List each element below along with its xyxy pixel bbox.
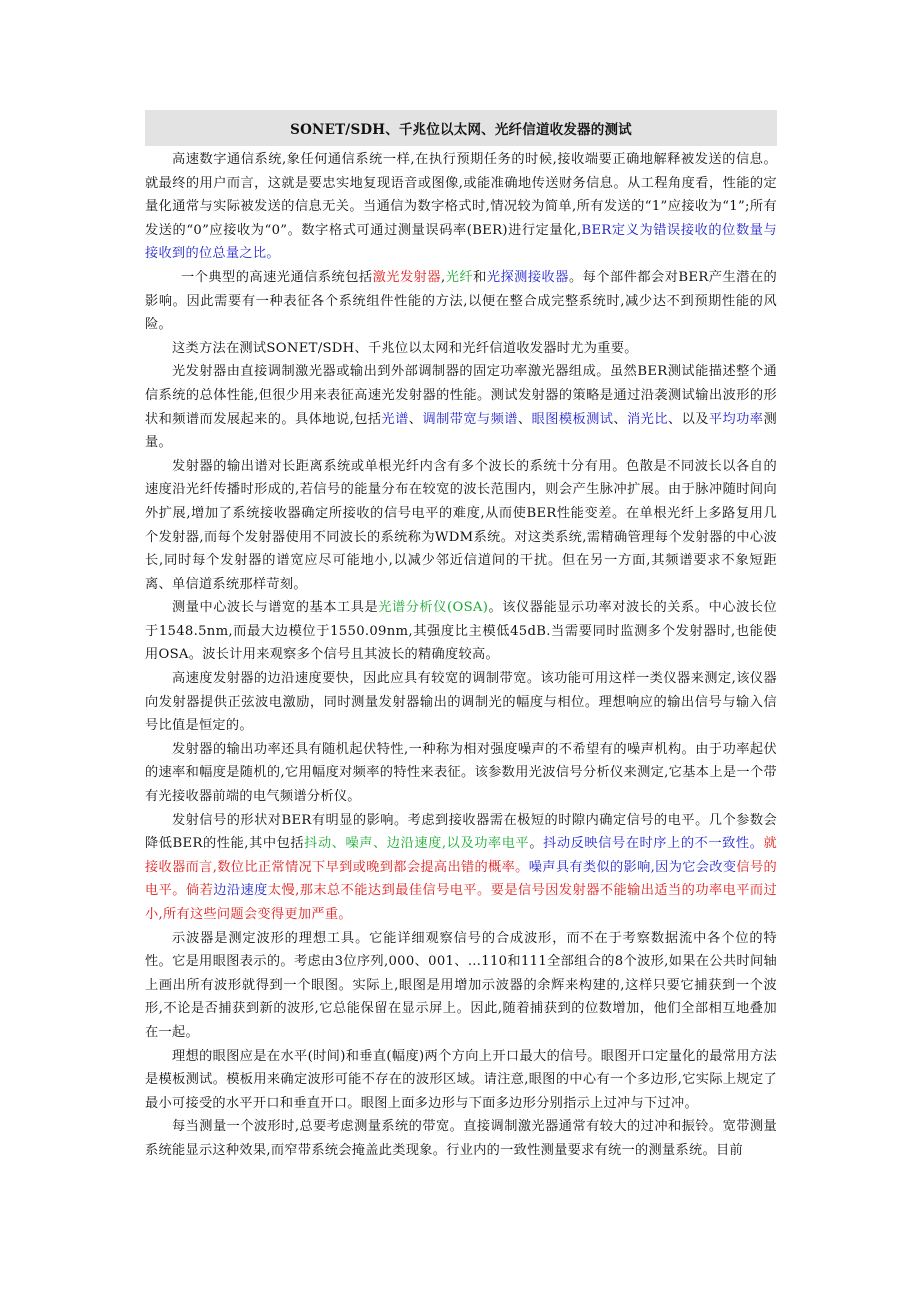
receiver-error-highlight: 就接收器而言,数位比正常情况下早到或晚到都会提高出错的概率。 (145, 836, 777, 875)
receiver-highlight: 光探测接收器 (486, 269, 569, 285)
eye-mask-test-highlight: 眼图模板测试 (531, 411, 614, 427)
signal-shape-text-1: 发射信号的形状对BER有明显的影响。考虑到接收器需在极短的时隙内确定信号的电平。几个参数会降低BER的性能,其中包括 (145, 812, 777, 852)
paragraph-output-spectrum: 发射器的输出谱对长距离系统或单根光纤内含有多个波长的系统十分有用。色散是不同波长以各自的速度沿光纤传播时形成的,若信号的能量分布在较宽的波长范围内，则会产生脉冲扩展。由于脉冲随时间向外扩展,增加了系统接收器确定所接收的信号电平的难度,从而使BER性能变差。在单根光纤上多路复用几个发射器,而每个发射器使用不同波长的系统称为WDM系统。对这类系统,需精确管理每个发射器的中心波长,同时每个发射器的谱宽应尽可能地小,以减少邻近信道间的干扰。但在另一方面,其频谱要求不象短距离、单信道系统那样苛刻。 (145, 458, 777, 592)
transmitter-text-2: 、 (408, 411, 423, 427)
average-power-highlight: 平均功率 (708, 411, 764, 427)
paragraph-system-components (145, 266, 777, 337)
paragraph-eye-diagram: 理想的眼图应是在水平(时间)和垂直(幅度)两个方向上开口最大的信号。眼图开口定量化的最常用方法是模板测试。模板用来确定波形可能不存在的波形区域。请注意,眼图的中心有一个多边形,它实际上规定了最小可接受的水平开口和垂直开口。眼图上面多边形与下面多边形分别指示上过冲与下过冲。 (145, 1048, 777, 1111)
components-text-2: , (441, 269, 446, 285)
paragraph-osa (145, 596, 777, 667)
document-title (145, 110, 777, 146)
components-text-1: 一个典型的高速光通信系统包括 (181, 269, 373, 285)
noise-highlight: 噪声具有类似的影响,因为它会改变 (528, 859, 737, 875)
power-level-highlight: 太慢,那末总不能达到最佳信号电平。要是信号因发射器不能输出适当的功率电平而过小,所有这些问题会变得更加严重。 (145, 883, 778, 922)
osa-text-1: 测量中心波长与谱宽的基本工具是 (172, 600, 379, 616)
paragraph-intensity-noise: 发射器的输出功率还具有随机起伏特性,一种称为相对强度噪声的不希望有的噪声机构。由于功率起伏的速率和幅度是随机的,它用幅度对频率的特性来表征。该参数用光波信号分析仪来测定,它基本上是一个带有光接收器前端的电气频谱分析仪。 (145, 741, 777, 805)
transmitter-text-4: 、 (613, 411, 628, 427)
document-title-text: SONET/SDH、千兆位以太网、光纤信道收发器的测试 (290, 122, 632, 138)
laser-transmitter-highlight: 激光发射器 (372, 269, 442, 285)
transmitter-text-3: 、 (517, 411, 532, 427)
signal-level-highlight: 信号的电平。倘若 (145, 859, 777, 899)
parameters-highlight: 抖动、噪声、边沿速度,以及功率电平 (304, 836, 530, 852)
paragraph-bandwidth: 每当测量一个波形时,总要考虑测量系统的带宽。直接调制激光器通常有较大的过冲和振铃。宽带测量系统能显示这种效果,而窄带系统会掩盖此类现象。行业内的一致性测量要求有统一的测量系统。目前 (145, 1119, 777, 1158)
jitter-highlight: 抖动反映信号在时序上的不一致性。 (543, 836, 764, 852)
paragraph-oscilloscope: 示波器是测定波形的理想工具。它能详细观察信号的合成波形，而不在于考察数据流中各个位的特性。它是用眼图表示的。考虑由3位序列,000、001、…110和111全部组合的8个波形,如果在公共时间轴上画出所有波形就得到一个眼图。实际上,眼图是用增加示波器的余辉来构建的,这样只要它捕获到一个波形,不论是否捕获到新的波形,它总能保留在显示屏上。因此,随着捕获到的位数增加，他们全部相互地叠加在一起。 (145, 930, 777, 1040)
spectrum-highlight: 光谱 (381, 411, 409, 427)
paragraph-modulation-bandwidth: 高速度发射器的边沿速度要快，因此应具有较宽的调制带宽。该功能可用这样一类仪器来测定,该仪器向发射器提供正弦波电激励，同时测量发射器输出的调制光的幅度与相位。理想响应的输出信号与输入信号比值是恒定的。 (145, 671, 777, 734)
edge-speed-highlight: 边沿速度 (213, 883, 268, 899)
paragraph-intro (145, 148, 777, 266)
transmitter-text-6: 测量。 (145, 411, 777, 451)
signal-shape-text-2: 。 (529, 836, 544, 852)
components-text-3: 和 (473, 269, 487, 285)
modulation-bandwidth-highlight: 调制带宽与频谱 (422, 411, 518, 427)
osa-text-2: 。该仪器能显示功率对波长的关系。中心波长位于1548.5nm,而最大边模位于1550.09nm,其强度比主模低45dB.当需要同时监测多个发射器时,也能使用OSA。波长计用来观察多个信号且其波长的精确度较高。 (145, 600, 777, 663)
components-text-4: 。每个部件都会对BER产生潜在的影响。因此需要有一种表征各个系统组件性能的方法,以便在整合成完整系统时,减少达不到预期性能的风险。 (145, 269, 777, 333)
paragraph-importance: 这类方法在测试SONET/SDH、千兆位以太网和光纤信道收发器时尤为重要。 (172, 340, 638, 356)
fiber-highlight: 光纤 (445, 269, 474, 285)
paragraph-transmitter (145, 360, 777, 454)
paragraph-intro-text: 高速数字通信系统,象任何通信系统一样,在执行预期任务的时候,接收端要正确地解释被发送的信息。就最终的用户而言，这就是要忠实地复现语音或图像,或能准确地传送财务信息。从工程角度看，性能的定量化通常与实际被发送的信息无关。当通信为数字格式时,情况较为简单,所有发送的“1”应接收为“1”;所有发送的“0”应接收为“0”。数字格式可通过测量误码率(BER)进行定量化, (145, 152, 777, 238)
transmitter-text-5: 、以及 (667, 411, 709, 427)
extinction-ratio-highlight: 消光比 (627, 411, 668, 427)
transmitter-text-1: 光发射器由直接调制激光器或输出到外部调制器的固定功率激光器组成。虽然BER测试能描述整个通信系统的总体性能,但很少用来表征高速光发射器的性能。测试发射器的策略是通过沿袭测试输出波形的形状和频谱而发展起来的。具体地说,包括 (145, 364, 777, 427)
document-page (145, 110, 777, 1163)
ber-definition-highlight: BER定义为错误接收的位数量与接收到的位总量之比。 (145, 222, 778, 262)
osa-highlight: 光谱分析仪(OSA) (378, 600, 489, 616)
paragraph-signal-shape (145, 809, 777, 927)
